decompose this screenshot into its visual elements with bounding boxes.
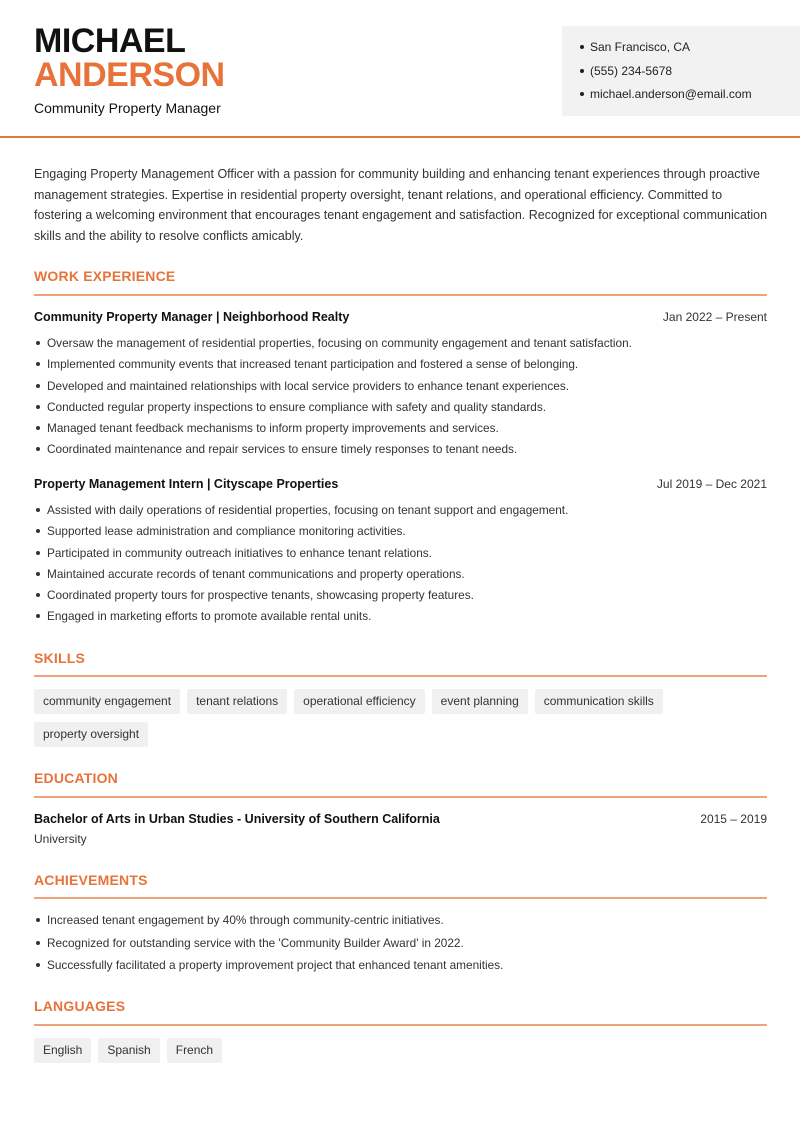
- job-dates: Jul 2019 – Dec 2021: [656, 477, 767, 491]
- list-item: Coordinated maintenance and repair services to ensure timely responses to tenant needs.: [34, 441, 767, 462]
- skill-chip: property oversight: [34, 722, 148, 747]
- section-divider: [34, 675, 767, 677]
- skill-chip: event planning: [432, 689, 528, 714]
- contact-phone: (555) 234-5678: [580, 62, 800, 86]
- section-title-education: EDUCATION: [34, 770, 118, 786]
- job-role: Community Property Manager | Neighborhood Realty: [34, 310, 350, 324]
- contact-location: San Francisco, CA: [580, 38, 800, 62]
- list-item: Recognized for outstanding service with the 'Community Builder Award' in 2022.: [34, 935, 767, 958]
- list-item: Implemented community events that increased tenant participation and fostered a sense of belonging.: [34, 356, 767, 377]
- list-item: Managed tenant feedback mechanisms to inform property improvements and services.: [34, 420, 767, 441]
- section-divider: [34, 796, 767, 798]
- job-bullets: [34, 335, 767, 463]
- job-bullets: [34, 502, 767, 630]
- education-dates: 2015 – 2019: [700, 812, 767, 826]
- education-type: University: [34, 832, 87, 846]
- list-item: Conducted regular property inspections to ensure compliance with safety and quality standards.: [34, 399, 767, 420]
- language-chip: French: [167, 1038, 222, 1063]
- skill-chip: tenant relations: [187, 689, 287, 714]
- section-divider: [34, 294, 767, 296]
- language-chip: Spanish: [98, 1038, 159, 1063]
- list-item: Supported lease administration and compliance monitoring activities.: [34, 523, 767, 544]
- section-title-skills: SKILLS: [34, 650, 85, 666]
- job-role: Property Management Intern | Cityscape Properties: [34, 477, 339, 491]
- list-item: Increased tenant engagement by 40% through community-centric initiatives.: [34, 912, 767, 935]
- job-header: [34, 477, 767, 491]
- list-item: Assisted with daily operations of residential properties, focusing on tenant support and engagement.: [34, 502, 767, 523]
- section-title-achievements: ACHIEVEMENTS: [34, 872, 148, 888]
- list-item: Successfully facilitated a property improvement project that enhanced tenant amenities.: [34, 957, 767, 980]
- job-header: [34, 310, 767, 324]
- list-item: Developed and maintained relationships with local service providers to enhance tenant experiences.: [34, 378, 767, 399]
- job-title: Community Property Manager: [34, 100, 221, 116]
- contact-email[interactable]: michael.anderson@email.com: [580, 85, 800, 109]
- list-item: Maintained accurate records of tenant communications and property operations.: [34, 566, 767, 587]
- section-divider: [34, 1024, 767, 1026]
- language-chip: English: [34, 1038, 91, 1063]
- contact-box: [562, 26, 800, 116]
- list-item: Oversaw the management of residential properties, focusing on community engagement and tenant satisfaction.: [34, 335, 767, 356]
- summary: Engaging Property Management Officer with a passion for community building and enhancing tenant experiences through proactive management strategies. Expertise in residential property oversight, tenant relations, and operational efficiency. Committed to fostering a welcoming environment that encourages tenant engagement and satisfaction. Recognized for exceptional communication skills and the ability to resolve conflicts amicably.: [34, 167, 768, 244]
- first-name: MICHAEL: [34, 22, 186, 60]
- section-divider: [34, 897, 767, 899]
- education-degree: Bachelor of Arts in Urban Studies - University of Southern California: [34, 812, 440, 826]
- achievements-list: [34, 912, 767, 980]
- languages-list: [34, 1038, 774, 1071]
- education-header: [34, 812, 767, 826]
- list-item: Engaged in marketing efforts to promote available rental units.: [34, 608, 767, 629]
- last-name: ANDERSON: [34, 56, 225, 94]
- skill-chip: communication skills: [535, 689, 663, 714]
- skills-list: [34, 689, 774, 755]
- section-title-languages: LANGUAGES: [34, 998, 126, 1014]
- job-dates: Jan 2022 – Present: [662, 310, 767, 324]
- list-item: Participated in community outreach initiatives to enhance tenant relations.: [34, 545, 767, 566]
- resume-header: [0, 0, 800, 138]
- section-title-experience: WORK EXPERIENCE: [34, 268, 176, 284]
- skill-chip: community engagement: [34, 689, 180, 714]
- list-item: Coordinated property tours for prospective tenants, showcasing property features.: [34, 587, 767, 608]
- skill-chip: operational efficiency: [294, 689, 425, 714]
